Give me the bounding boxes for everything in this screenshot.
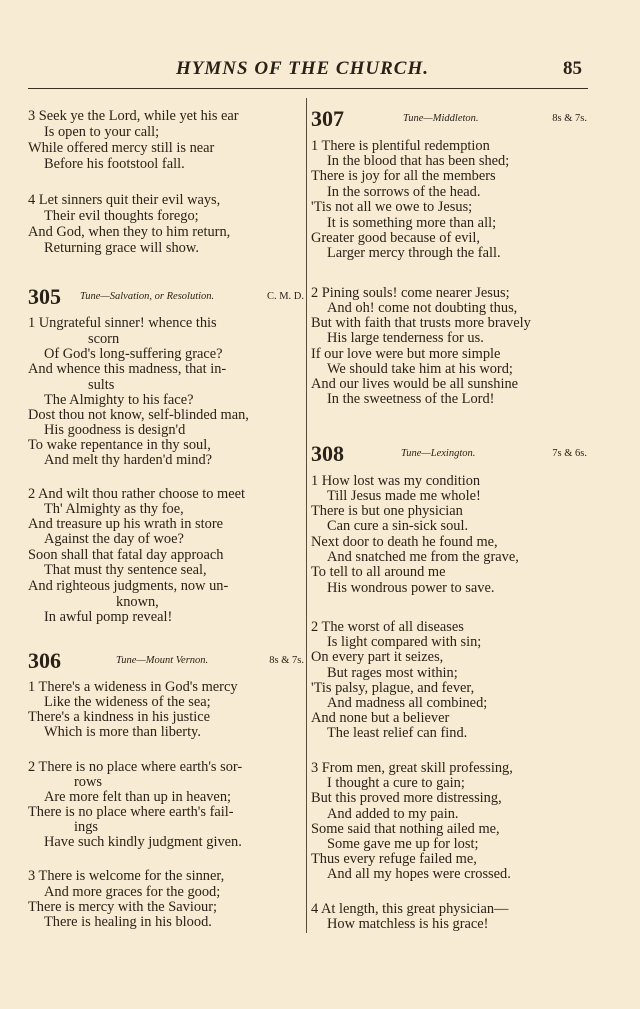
verse-line: Some gave me up for lost;	[327, 836, 479, 852]
verse-line: Till Jesus made me whole!	[327, 488, 481, 504]
verse-line: 4 At length, this great physician—	[311, 901, 509, 917]
verse-line: And madness all combined;	[327, 695, 488, 711]
running-title: HYMNS OF THE CHURCH.	[176, 58, 429, 79]
verse-line: Their evil thoughts forego;	[44, 208, 199, 224]
hymn-308-heading	[311, 441, 587, 465]
verse-line: 2 Pining souls! come nearer Jesus;	[311, 285, 510, 301]
verse-line: Soon shall that fatal day approach	[28, 547, 224, 563]
verse-line: In awful pomp reveal!	[44, 609, 173, 625]
verse-line: 2 There is no place where earth's sor-	[28, 759, 243, 775]
verse-line: Greater good because of evil,	[311, 230, 481, 246]
verse-line: There is no place where earth's fail-	[28, 804, 234, 820]
hymn-number: 305	[28, 284, 61, 309]
verse-line: His goodness is design'd	[44, 422, 186, 438]
verse-line: And righteous judgments, now un-	[28, 578, 229, 594]
verse-line: And our lives would be all sunshine	[311, 376, 519, 392]
verse-line: 3 From men, great skill professing,	[311, 760, 513, 776]
verse-line: 1 Ungrateful sinner! whence this	[28, 315, 217, 331]
verse-line: There is healing in his blood.	[44, 914, 212, 930]
verse-line: ings	[74, 819, 98, 835]
verse-line: There is joy for all the members	[311, 168, 496, 184]
verse-line: Can cure a sin-sick soul.	[327, 518, 469, 534]
verse-line: We should take him at his word;	[327, 361, 513, 377]
verse-line: To wake repentance in thy soul,	[28, 437, 211, 453]
hymn-number: 307	[311, 106, 344, 131]
verse-line: 1 There's a wideness in God's mercy	[28, 679, 238, 695]
verse-line: Returning grace will show.	[44, 240, 199, 256]
verse-line: And none but a believer	[311, 710, 450, 726]
page-header	[0, 58, 640, 88]
verse-line: 1 There is plentiful redemption	[311, 138, 490, 154]
verse-line: 2 The worst of all diseases	[311, 619, 464, 635]
verse-line: Have such kindly judgment given.	[44, 834, 242, 850]
verse-line: And oh! come not doubting thus,	[327, 300, 518, 316]
verse-line: In the sweetness of the Lord!	[327, 391, 495, 407]
verse-line: His wondrous power to save.	[327, 580, 495, 596]
verse-line: And added to my pain.	[327, 806, 459, 822]
header-rule	[28, 88, 588, 89]
verse-line: There is mercy with the Saviour;	[28, 899, 218, 915]
verse-line: And whence this madness, that in-	[28, 361, 227, 377]
verse-line: 'Tis palsy, plague, and fever,	[311, 680, 475, 696]
verse-line: And God, when they to him return,	[28, 224, 231, 240]
verse-line: Of God's long-suffering grace?	[44, 346, 223, 362]
hymn-307-heading	[311, 106, 587, 130]
verse-line: There is but one physician	[311, 503, 463, 519]
verse-line: known,	[116, 594, 159, 610]
verse-line: His large tenderness for us.	[327, 330, 484, 346]
verse-line: But this proved more distressing,	[311, 790, 502, 806]
verse-line: scorn	[88, 331, 120, 347]
tune-name: Tune—Mount Vernon.	[116, 655, 209, 666]
verse-line: 'Tis not all we owe to Jesus;	[311, 199, 473, 215]
meter: 8s & 7s.	[269, 655, 304, 666]
verse-line: Larger mercy through the fall.	[327, 245, 501, 261]
verse-line: Is open to your call;	[44, 124, 160, 140]
verse-line: In the sorrows of the head.	[327, 184, 481, 200]
verse-line: 4 Let sinners quit their evil ways,	[28, 192, 221, 208]
verse-line: 1 How lost was my condition	[311, 473, 481, 489]
verse-line: And all my hopes were crossed.	[327, 866, 511, 882]
verse-line: Some said that nothing ailed me,	[311, 821, 500, 837]
verse-line: Are more felt than up in heaven;	[44, 789, 232, 805]
tune-name: Tune—Salvation, or Resolution.	[80, 291, 215, 302]
verse-line: It is something more than all;	[327, 215, 497, 231]
hymn-305-heading	[28, 284, 304, 308]
verse-line: That must thy sentence seal,	[44, 562, 207, 578]
verse-line: How matchless is his grace!	[327, 916, 489, 932]
verse-line: And snatched me from the grave,	[327, 549, 519, 565]
verse-line: sults	[88, 377, 115, 393]
verse-line: Th' Almighty as thy foe,	[44, 501, 184, 517]
verse-line: Thus every refuge failed me,	[311, 851, 477, 867]
verse-line: There's a kindness in his justice	[28, 709, 211, 725]
tune-name: Tune—Middleton.	[403, 113, 479, 124]
verse-line: And melt thy harden'd mind?	[44, 452, 213, 468]
tune-name: Tune—Lexington.	[401, 448, 476, 459]
verse-line: On every part it seizes,	[311, 649, 444, 665]
verse-line: Before his footstool fall.	[44, 156, 185, 172]
verse-line: If our love were but more simple	[311, 346, 501, 362]
verse-line: Against the day of woe?	[44, 531, 184, 547]
column-divider	[306, 98, 307, 933]
meter: C. M. D.	[266, 291, 304, 302]
verse-line: While offered mercy still is near	[28, 140, 215, 156]
verse-line: And more graces for the good;	[44, 884, 221, 900]
verse-line: But rages most within;	[327, 665, 458, 681]
verse-line: The least relief can find.	[327, 725, 468, 741]
verse-line: Like the wideness of the sea;	[44, 694, 211, 710]
verse-line: Dost thou not know, self-blinded man,	[28, 407, 249, 423]
verse-line: Which is more than liberty.	[44, 724, 201, 740]
verse-line: Is light compared with sin;	[327, 634, 482, 650]
verse-line: rows	[74, 774, 102, 790]
page-number: 85	[563, 58, 582, 79]
verse-line: 2 And wilt thou rather choose to meet	[28, 486, 246, 502]
verse-line: But with faith that trusts more bravely	[311, 315, 531, 331]
verse-line: To tell to all around me	[311, 564, 446, 580]
verse-line: 3 There is welcome for the sinner,	[28, 868, 225, 884]
verse-line: I thought a cure to gain;	[327, 775, 465, 791]
hymn-306-heading	[28, 648, 304, 672]
hymn-number: 308	[311, 441, 344, 466]
verse-line: 3 Seek ye the Lord, while yet his ear	[28, 108, 239, 124]
meter: 7s & 6s.	[552, 448, 587, 459]
meter: 8s & 7s.	[552, 113, 587, 124]
verse-line: In the blood that has been shed;	[327, 153, 510, 169]
hymn-number: 306	[28, 648, 61, 673]
verse-line: The Almighty to his face?	[44, 392, 194, 408]
verse-line: And treasure up his wrath in store	[28, 516, 224, 532]
verse-line: Next door to death he found me,	[311, 534, 498, 550]
